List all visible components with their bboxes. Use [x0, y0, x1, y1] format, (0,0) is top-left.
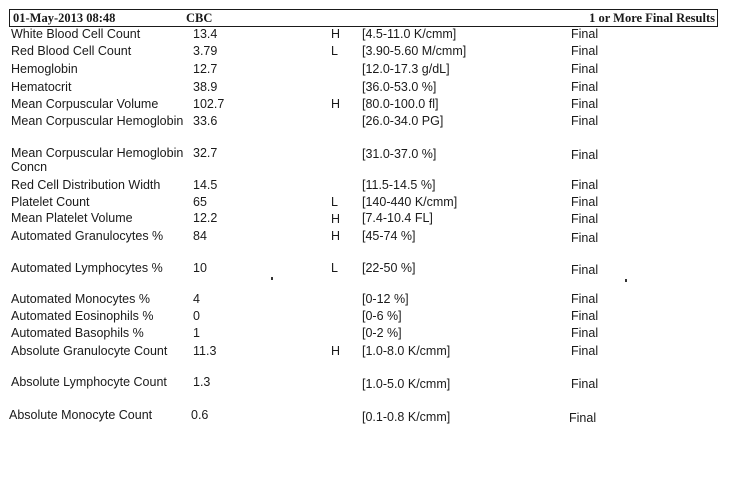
abnormal-flag: L [331, 195, 338, 209]
result-status: Final [571, 344, 599, 358]
test-name: Automated Lymphocytes % [11, 261, 163, 275]
result-status: Final [569, 411, 597, 425]
reference-range: [0-6 %] [362, 309, 402, 323]
reference-range: [0.1-0.8 K/cmm] [362, 410, 451, 424]
reference-range: [26.0-34.0 PG] [362, 114, 444, 128]
test-name: Hematocrit [11, 80, 72, 94]
test-value: 11.3 [193, 344, 217, 358]
reference-range: [31.0-37.0 %] [362, 147, 437, 161]
result-status: Final [571, 114, 599, 128]
abnormal-flag: H [331, 97, 341, 111]
result-status: Final [571, 231, 599, 245]
reference-range: [4.5-11.0 K/cmm] [362, 27, 457, 41]
reference-range: [1.0-8.0 K/cmm] [362, 344, 451, 358]
reference-range: [36.0-53.0 %] [362, 80, 437, 94]
test-name: White Blood Cell Count [11, 27, 141, 41]
reference-range: [140-440 K/cmm] [362, 195, 458, 209]
reference-range: [80.0-100.0 fl] [362, 97, 439, 111]
reference-range: [3.90-5.60 M/cmm] [362, 44, 467, 58]
result-status: Final [571, 27, 599, 41]
test-value: 65 [193, 195, 207, 209]
test-name: Automated Granulocytes % [11, 229, 164, 243]
test-name: Automated Eosinophils % [11, 309, 154, 323]
reference-range: [0-12 %] [362, 292, 409, 306]
test-name: Automated Monocytes % [11, 292, 150, 306]
result-status: Final [571, 309, 599, 323]
test-name: Red Cell Distribution Width [11, 178, 161, 192]
test-name: Platelet Count [11, 195, 90, 209]
test-value: 0 [193, 309, 200, 323]
reference-range: [0-2 %] [362, 326, 402, 340]
test-value: 3.79 [193, 44, 218, 58]
panel-name: CBC [186, 11, 213, 25]
test-name: Absolute Granulocyte Count [11, 344, 168, 358]
result-status: Final [571, 44, 599, 58]
reference-range: [22-50 %] [362, 261, 416, 275]
abnormal-flag: L [331, 44, 338, 58]
report-date: 01-May-2013 08:48 [13, 11, 116, 25]
test-value: 38.9 [193, 80, 218, 94]
result-status: Final [571, 263, 599, 277]
result-status: Final [571, 195, 599, 209]
abnormal-flag: H [331, 212, 341, 226]
test-value: 84 [193, 229, 207, 243]
abnormal-flag: H [331, 27, 341, 41]
reference-range: [11.5-14.5 %] [362, 178, 436, 192]
test-name: Hemoglobin [11, 62, 78, 76]
test-value: 102.7 [193, 97, 225, 111]
test-name: Mean Corpuscular Hemoglobin [11, 114, 184, 128]
result-status: Final [571, 178, 599, 192]
test-value: 14.5 [193, 178, 218, 192]
result-status: Final [571, 212, 599, 226]
test-name: Mean Corpuscular Hemoglobin Concn [11, 146, 184, 174]
test-value: 1.3 [193, 375, 211, 389]
abnormal-flag: H [331, 229, 341, 243]
scan-speck [625, 279, 627, 282]
test-value: 10 [193, 261, 207, 275]
test-value: 12.7 [193, 62, 218, 76]
result-status: Final [571, 148, 599, 162]
test-value: 0.6 [191, 408, 209, 422]
test-value: 13.4 [193, 27, 218, 41]
result-status: Final [571, 292, 599, 306]
test-value: 4 [193, 292, 200, 306]
result-status: Final [571, 97, 599, 111]
result-status: Final [571, 377, 599, 391]
result-status: Final [571, 62, 599, 76]
reference-range: [7.4-10.4 FL] [362, 211, 433, 225]
reference-range: [1.0-5.0 K/cmm] [362, 377, 451, 391]
test-name: Absolute Lymphocyte Count [11, 375, 167, 389]
result-status: Final [571, 326, 599, 340]
result-status: Final [571, 80, 599, 94]
results-status: 1 or More Final Results [589, 11, 715, 25]
test-name: Red Blood Cell Count [11, 44, 132, 58]
reference-range: [45-74 %] [362, 229, 416, 243]
report-header [9, 9, 718, 27]
test-name: Mean Corpuscular Volume [11, 97, 159, 111]
reference-range: [12.0-17.3 g/dL] [362, 62, 450, 76]
test-value: 33.6 [193, 114, 218, 128]
test-name: Automated Basophils % [11, 326, 144, 340]
test-value: 32.7 [193, 146, 218, 160]
abnormal-flag: L [331, 261, 338, 275]
test-name: Mean Platelet Volume [11, 211, 133, 225]
abnormal-flag: H [331, 344, 341, 358]
test-name: Absolute Monocyte Count [9, 408, 153, 422]
test-value: 12.2 [193, 211, 218, 225]
scan-speck [271, 277, 273, 280]
test-value: 1 [193, 326, 200, 340]
